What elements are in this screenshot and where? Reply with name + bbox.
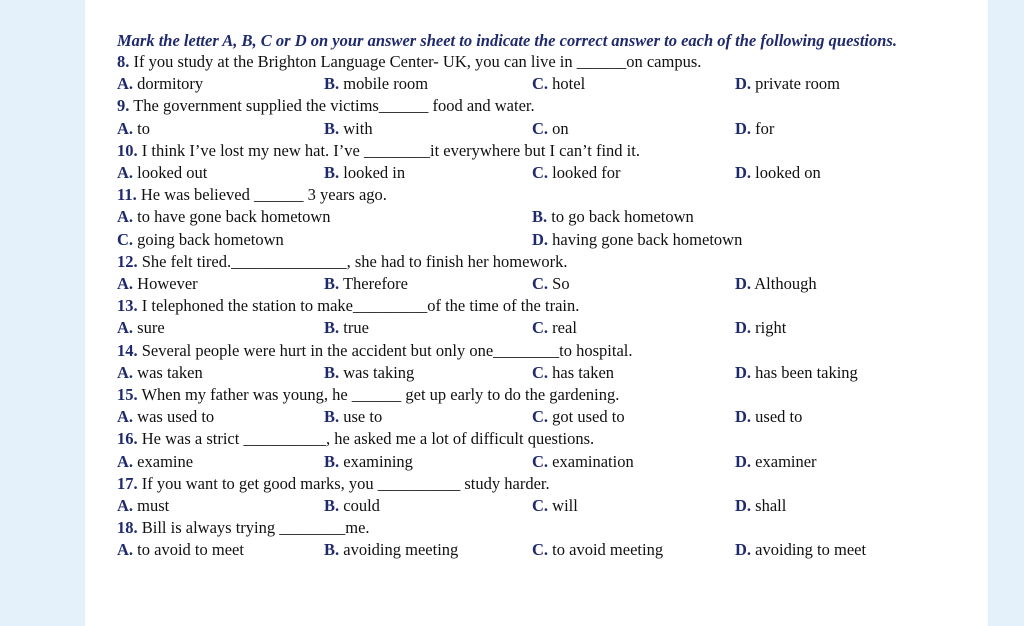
question-17	[117, 473, 937, 495]
options-row	[117, 362, 937, 384]
option-text: However	[137, 273, 198, 293]
option-text: looked in	[343, 162, 406, 182]
option-letter: A.	[117, 540, 134, 560]
question-12	[117, 251, 937, 273]
option-b[interactable]	[324, 118, 373, 140]
option-text: sure	[137, 318, 165, 338]
question-number: 12.	[117, 251, 138, 271]
option-letter: A.	[117, 451, 134, 471]
question-number: 9.	[117, 96, 130, 116]
option-letter: A.	[117, 162, 134, 182]
option-letter: C.	[532, 273, 549, 293]
option-letter: D.	[735, 118, 752, 138]
option-letter: B.	[324, 162, 340, 182]
option-text: avoiding to meet	[755, 540, 867, 560]
question-number: 14.	[117, 340, 138, 360]
option-c[interactable]	[532, 362, 614, 384]
question-text: Bill is always trying ________me.	[141, 518, 370, 538]
option-text: right	[755, 318, 787, 338]
question-14	[117, 340, 937, 362]
option-c[interactable]	[532, 162, 620, 184]
option-text: got used to	[552, 407, 625, 427]
option-letter: C.	[117, 229, 134, 249]
option-text: real	[552, 318, 577, 338]
option-letter: C.	[532, 540, 549, 560]
option-letter: C.	[532, 118, 549, 138]
option-b[interactable]	[324, 273, 408, 295]
option-d[interactable]	[532, 229, 742, 251]
question-number: 13.	[117, 296, 138, 316]
option-text: has been taking	[755, 362, 858, 382]
option-letter: B.	[324, 540, 340, 560]
option-b[interactable]	[324, 73, 428, 95]
question-text: When my father was young, he ______ get up early to do the gardening.	[141, 384, 620, 404]
option-b[interactable]	[324, 362, 414, 384]
option-a[interactable]	[117, 495, 169, 517]
option-letter: B.	[324, 362, 340, 382]
option-text: used to	[755, 407, 803, 427]
question-18	[117, 517, 937, 539]
option-letter: C.	[532, 162, 549, 182]
option-text: examiner	[755, 451, 817, 471]
option-text: Although	[754, 273, 817, 293]
question-number: 11.	[117, 185, 137, 205]
option-c[interactable]	[532, 539, 663, 561]
option-letter: B.	[324, 74, 340, 94]
option-letter: D.	[735, 407, 752, 427]
option-letter: B.	[324, 318, 340, 338]
question-text: He was believed ______ 3 years ago.	[140, 185, 387, 205]
option-d[interactable]	[735, 362, 858, 384]
question-11	[117, 184, 937, 206]
option-a[interactable]	[117, 539, 244, 561]
option-b[interactable]	[324, 451, 413, 473]
option-text: private room	[755, 74, 840, 94]
option-text: having gone back hometown	[552, 229, 743, 249]
option-text: to have gone back hometown	[137, 207, 331, 227]
options-row	[117, 451, 937, 473]
option-text: with	[343, 118, 373, 138]
instruction-text: Mark the letter A, B, C or D on your answer sheet to indicate the correct answer to each of the following questions.	[117, 31, 897, 50]
option-text: could	[343, 495, 380, 515]
option-letter: C.	[532, 74, 549, 94]
question-number: 8.	[117, 52, 130, 71]
option-letter: D.	[735, 495, 752, 515]
option-letter: B.	[324, 451, 340, 471]
option-letter: A.	[117, 118, 134, 138]
option-text: looked on	[755, 162, 821, 182]
option-letter: A.	[117, 273, 134, 293]
option-letter: A.	[117, 74, 134, 94]
option-c[interactable]	[532, 451, 634, 473]
option-letter: B.	[324, 273, 340, 293]
option-b[interactable]	[324, 495, 380, 517]
question-text: He was a strict __________, he asked me a lot of difficult questions.	[141, 429, 595, 449]
options-row	[117, 229, 937, 251]
option-text: dormitory	[137, 74, 204, 94]
option-b[interactable]	[324, 162, 405, 184]
option-letter: C.	[532, 495, 549, 515]
question-text: Several people were hurt in the accident but only one________to hospital.	[141, 340, 633, 360]
option-text: to	[137, 118, 151, 138]
option-text: looked out	[137, 162, 208, 182]
question-text: I think I’ve lost my new hat. I’ve ________it everywhere but I can’t find it.	[141, 140, 640, 160]
option-text: to go back hometown	[551, 207, 694, 227]
worksheet-page	[85, 0, 988, 626]
option-a[interactable]	[117, 362, 203, 384]
option-text: will	[552, 495, 578, 515]
option-d[interactable]	[735, 73, 840, 95]
option-d[interactable]	[735, 162, 821, 184]
option-letter: D.	[735, 362, 752, 382]
option-letter: B.	[324, 495, 340, 515]
option-c[interactable]	[117, 229, 284, 251]
options-row	[117, 118, 937, 140]
option-text: shall	[755, 495, 787, 515]
option-letter: D.	[532, 229, 549, 249]
option-d[interactable]	[735, 273, 817, 295]
options-row	[117, 162, 937, 184]
option-letter: D.	[735, 162, 752, 182]
option-letter: A.	[117, 407, 134, 427]
question-13	[117, 295, 937, 317]
option-a[interactable]	[117, 451, 193, 473]
option-d[interactable]	[735, 451, 817, 473]
option-b[interactable]	[324, 539, 458, 561]
option-text: So	[552, 273, 570, 293]
option-a[interactable]	[117, 73, 203, 95]
option-a[interactable]	[117, 273, 198, 295]
option-text: on	[552, 118, 569, 138]
option-text: examining	[343, 451, 413, 471]
option-letter: A.	[117, 362, 134, 382]
option-c[interactable]	[532, 495, 578, 517]
option-text: was used to	[137, 407, 215, 427]
option-a[interactable]	[117, 406, 214, 428]
option-b[interactable]	[532, 206, 694, 228]
option-a[interactable]	[117, 317, 165, 339]
option-c[interactable]	[532, 317, 577, 339]
option-letter: D.	[735, 540, 752, 560]
option-text: true	[343, 318, 369, 338]
option-text: examination	[552, 451, 634, 471]
options-row	[117, 495, 937, 517]
options-row	[117, 206, 937, 228]
option-letter: B.	[532, 207, 548, 227]
question-9	[117, 95, 937, 117]
option-a[interactable]	[117, 118, 150, 140]
option-letter: C.	[532, 407, 549, 427]
option-text: Therefore	[342, 273, 409, 293]
options-row	[117, 273, 937, 295]
option-d[interactable]	[735, 118, 774, 140]
question-10	[117, 140, 937, 162]
option-text: hotel	[552, 74, 586, 94]
question-text: If you study at the Brighton Language Center- UK, you can live in ______on campus.	[133, 52, 702, 71]
option-letter: B.	[324, 407, 340, 427]
question-text: I telephoned the station to make_________of the time of the train.	[141, 296, 580, 316]
question-16	[117, 428, 937, 450]
option-letter: C.	[532, 451, 549, 471]
option-text: use to	[343, 407, 383, 427]
option-letter: D.	[735, 74, 752, 94]
options-row	[117, 73, 937, 95]
option-b[interactable]	[324, 406, 382, 428]
option-text: to avoid meeting	[552, 540, 664, 560]
options-row	[117, 539, 937, 561]
option-text: was taken	[137, 362, 203, 382]
options-row	[117, 406, 937, 428]
option-d[interactable]	[735, 406, 802, 428]
option-text: avoiding meeting	[343, 540, 459, 560]
option-c[interactable]	[532, 73, 585, 95]
question-15	[117, 384, 937, 406]
option-c[interactable]	[532, 273, 570, 295]
option-text: to avoid to meet	[137, 540, 244, 560]
option-text: for	[755, 118, 775, 138]
question-number: 15.	[117, 384, 138, 404]
option-text: was taking	[343, 362, 415, 382]
question-text: The government supplied the victims______ food and water.	[133, 96, 535, 116]
option-d[interactable]	[735, 495, 786, 517]
question-text: If you want to get good marks, you __________ study harder.	[141, 473, 550, 493]
options-row	[117, 317, 937, 339]
option-text: examine	[137, 451, 194, 471]
option-letter: D.	[735, 451, 752, 471]
worksheet-content	[117, 30, 937, 561]
option-text: mobile room	[343, 74, 429, 94]
option-letter: A.	[117, 318, 134, 338]
option-letter: D.	[735, 318, 752, 338]
question-number: 10.	[117, 140, 138, 160]
option-letter: A.	[117, 207, 134, 227]
option-letter: D.	[735, 273, 752, 293]
question-number: 16.	[117, 429, 138, 449]
option-letter: B.	[324, 118, 340, 138]
option-c[interactable]	[532, 118, 569, 140]
option-letter: C.	[532, 318, 549, 338]
option-letter: A.	[117, 495, 134, 515]
option-letter: C.	[532, 362, 549, 382]
question-8	[117, 51, 937, 73]
option-text: has taken	[552, 362, 615, 382]
question-number: 17.	[117, 473, 138, 493]
option-d[interactable]	[735, 539, 866, 561]
option-d[interactable]	[735, 317, 786, 339]
option-a[interactable]	[117, 162, 207, 184]
option-b[interactable]	[324, 317, 369, 339]
option-c[interactable]	[532, 406, 625, 428]
option-text: looked for	[552, 162, 621, 182]
question-number: 18.	[117, 518, 138, 538]
option-a[interactable]	[117, 206, 331, 228]
option-text: going back hometown	[137, 229, 284, 249]
question-text: She felt tired.______________, she had to finish her homework.	[141, 251, 568, 271]
option-text: must	[137, 495, 170, 515]
